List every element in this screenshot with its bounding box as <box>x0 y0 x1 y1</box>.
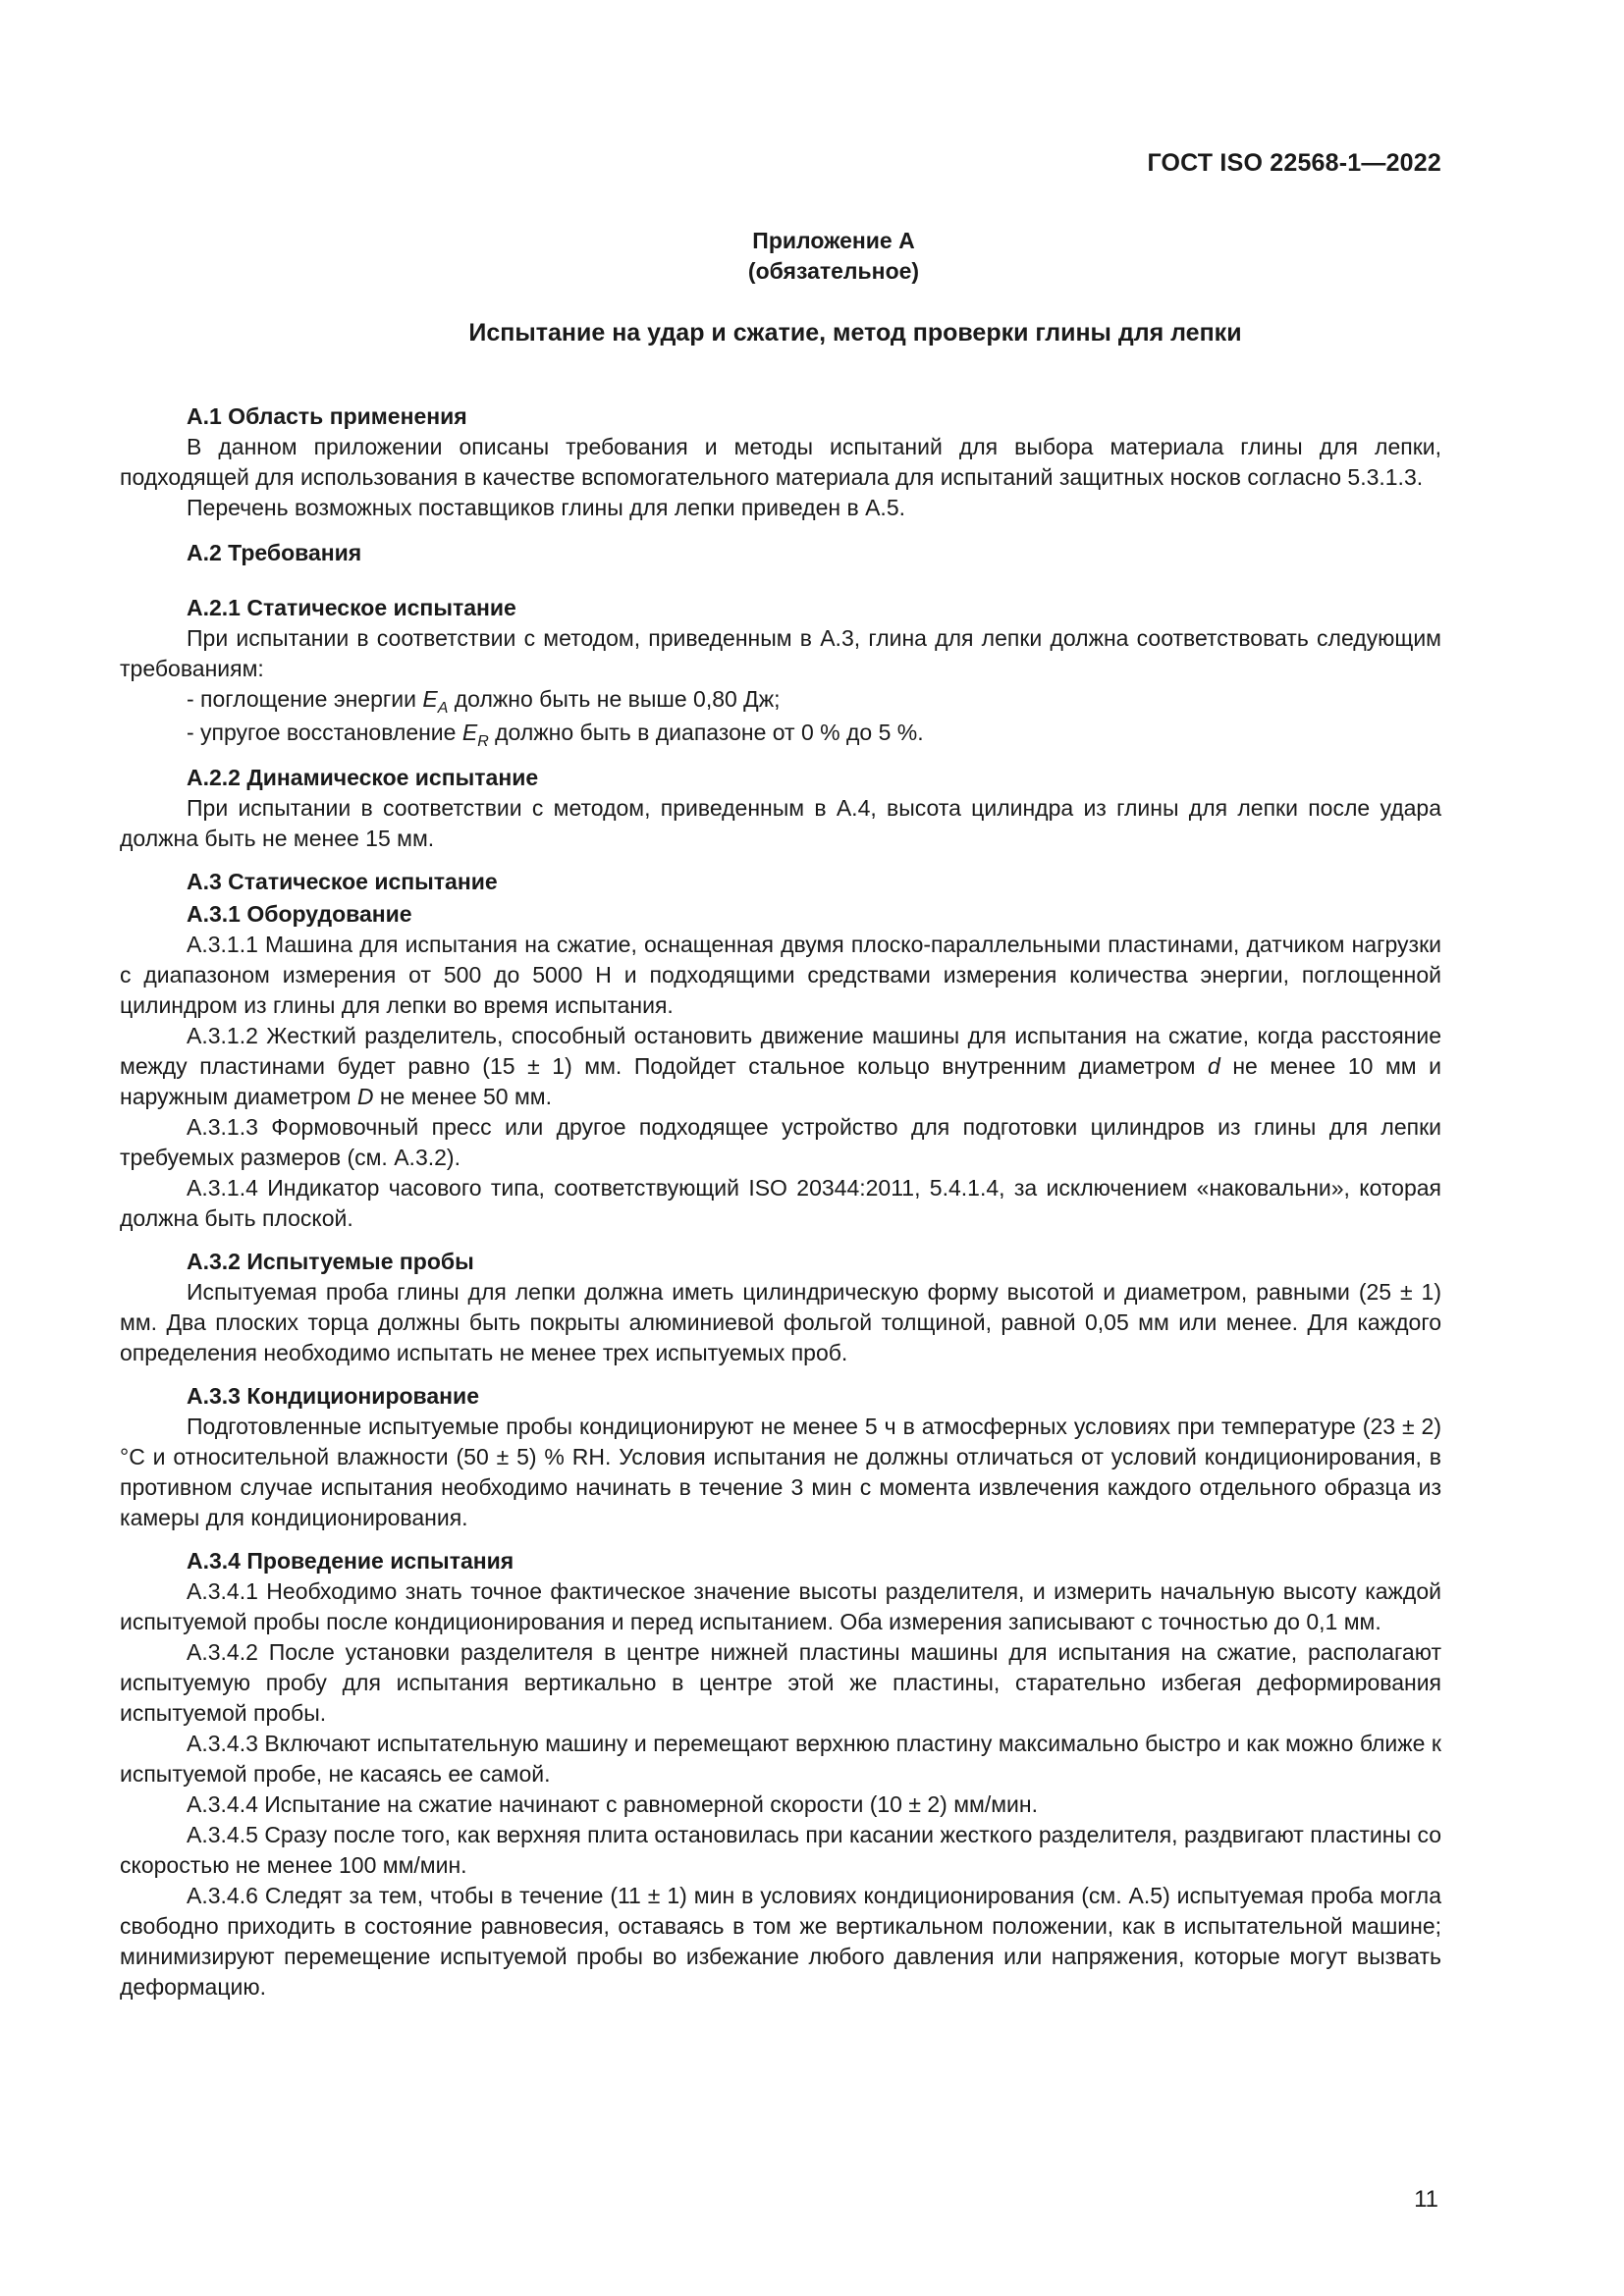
subscript-a: A <box>437 700 449 717</box>
paragraph-a22-1: При испытании в соответствии с методом, приведенным в А.4, высота цилиндра из глины для лепки после удара должна быть не менее 15 мм. <box>120 795 1441 851</box>
standard-designation: ГОСТ ISO 22568-1—2022 <box>1147 149 1441 177</box>
document-body <box>120 401 1441 2002</box>
list-item-text: - поглощение энергии <box>187 686 423 712</box>
paragraph-a32-1: Испытуемая проба глины для лепки должна иметь цилиндрическую форму высотой и диаметром, равными (25 ± 1) мм. Два плоских торца должны быть покрыты алюминиевой фольгой толщиной, равной 0,05 мм или менее. Для каждого определения необходимо испытать не менее трех испытуемых проб. <box>120 1279 1441 1365</box>
paragraph-a312-text: не менее 50 мм. <box>373 1084 552 1109</box>
paragraph-a312 <box>120 1021 1441 1112</box>
subscript-r: R <box>477 733 489 750</box>
heading-a22: А.2.2 Динамическое испытание <box>187 765 539 790</box>
list-item-text: должно быть в диапазоне от 0 % до 5 %. <box>488 720 924 745</box>
paragraph-a341: А.3.4.1 Необходимо знать точное фактическое значение высоты разделителя, и измерить начальную высоту каждой испытуемой пробы после кондиционирования и перед испытанием. Оба измерения записывают с точностью до 0,1 мм. <box>120 1578 1441 1634</box>
heading-a34: А.3.4 Проведение испытания <box>187 1548 514 1574</box>
paragraph-a343: А.3.4.3 Включают испытательную машину и перемещают верхнюю пластину максимально быстро и как можно ближе к испытуемой пробе, не касаясь ее самой. <box>120 1731 1441 1787</box>
paragraph-a21-1: При испытании в соответствии с методом, приведенным в А.3, глина для лепки должна соответствовать следующим требованиям: <box>120 625 1441 681</box>
paragraph-a345: А.3.4.5 Сразу после того, как верхняя плита остановилась при касании жесткого разделителя, раздвигают пластины со скоростью не менее 100 мм/мин. <box>120 1822 1441 1878</box>
heading-a33: А.3.3 Кондиционирование <box>187 1383 479 1409</box>
heading-a21: А.2.1 Статическое испытание <box>187 595 516 620</box>
list-item-text: должно быть не выше 0,80 Дж; <box>448 686 781 712</box>
paragraph-a344: А.3.4.4 Испытание на сжатие начинают с равномерной скорости (10 ± 2) мм/мин. <box>187 1791 1038 1817</box>
page-number: 11 <box>1414 2186 1438 2213</box>
heading-a31: А.3.1 Оборудование <box>187 901 412 927</box>
paragraph-a312-text: А.3.1.2 Жесткий разделитель, способный остановить движение машины для испытания на сжатие, когда расстояние между пластинами будет равно (15 ± 1) мм. Подойдет стальное кольцо внутренним диаметром <box>120 1023 1441 1079</box>
paragraph-a314: А.3.1.4 Индикатор часового типа, соответствующий ISO 20344:2011, 5.4.1.4, за исключением «наковальни», которая должна быть плоской. <box>120 1175 1441 1231</box>
heading-a32: А.3.2 Испытуемые пробы <box>187 1249 474 1274</box>
symbol-d-outer: D <box>356 1084 374 1109</box>
symbol-e: E <box>461 720 478 745</box>
paragraph-a311: А.3.1.1 Машина для испытания на сжатие, оснащенная двумя плоско-параллельными пластинами, датчиком нагрузки с диапазоном измерения от 500 до 5000 Н и подходящими средствами измерения количества энергии, поглощенной цилиндром из глины для лепки во время испытания. <box>120 932 1441 1018</box>
paragraph-a313: А.3.1.3 Формовочный пресс или другое подходящее устройство для подготовки цилиндров из глины для лепки требуемых размеров (см. А.3.2). <box>120 1114 1441 1170</box>
paragraph-a312-text: не менее 10 мм и наружным диаметром <box>120 1053 1442 1109</box>
annex-header <box>0 226 1624 287</box>
paragraph-a1-1: В данном приложении описаны требования и методы испытаний для выбора материала глины для лепки, подходящей для использования в качестве вспомогательного материала для испытаний защитных носков согласно 5.3.1.3. <box>120 434 1441 490</box>
annex-label: Приложение А <box>752 228 915 253</box>
paragraph-a342: А.3.4.2 После установки разделителя в центре нижней пластины машины для испытания на сжатие, располагают испытуемую пробу для испытания вертикально в центре этой же пластины, старательно избегая деформирования испытуемой пробы. <box>120 1639 1441 1726</box>
heading-a3: А.3 Статическое испытание <box>187 869 498 894</box>
symbol-e: E <box>422 686 438 712</box>
annex-status: (обязательное) <box>747 258 920 284</box>
heading-a2: А.2 Требования <box>187 540 362 565</box>
paragraph-a33-1: Подготовленные испытуемые пробы кондиционируют не менее 5 ч в атмосферных условиях при температуре (23 ± 2) °С и относительной влажности (50 ± 5) % RH. Условия испытания не должны отличаться от условий кондиционирования, в противном случае испытания необходимо начинать в течение 3 мин с момента извлечения каждого отдельного образца из камеры для кондиционирования. <box>120 1414 1441 1530</box>
paragraph-a1-2: Перечень возможных поставщиков глины для лепки приведен в А.5. <box>187 495 906 520</box>
annex-title: Испытание на удар и сжатие, метод проверки глины для лепки <box>468 319 1242 347</box>
symbol-d-inner: d <box>1207 1053 1220 1079</box>
paragraph-a346: А.3.4.6 Следят за тем, чтобы в течение (11 ± 1) мин в условиях кондиционирования (см. А.5) испытуемая проба могла свободно приходить в состояние равновесия, оставаясь в том же вертикальном положении, как в испытательной машине; минимизируют перемещение испытуемой пробы во избежание любого давления или напряжения, которые могут вызвать деформацию. <box>120 1883 1441 2000</box>
list-item-energy-absorption <box>120 684 1441 718</box>
heading-a1: А.1 Область применения <box>187 403 467 429</box>
list-item-elastic-recovery <box>120 718 1441 751</box>
list-item-text: - упругое восстановление <box>187 720 462 745</box>
